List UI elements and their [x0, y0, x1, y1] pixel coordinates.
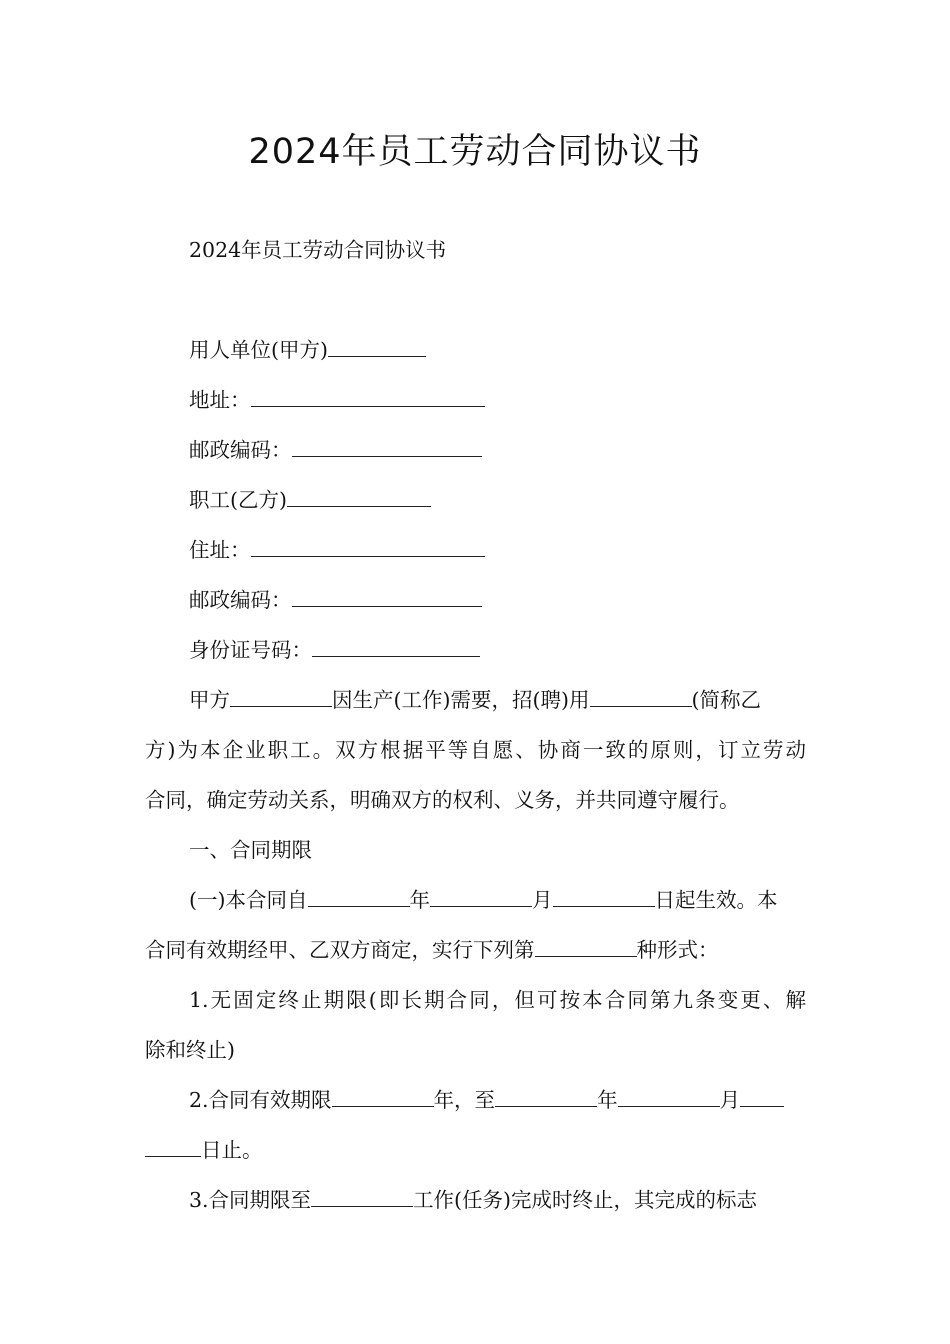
start-month-blank[interactable] — [430, 888, 532, 907]
employee-blank[interactable] — [287, 488, 431, 507]
clause-text: (一)本合同自 — [189, 888, 308, 912]
intro-text: (简称乙 — [691, 688, 761, 712]
end-year-blank[interactable] — [495, 1088, 597, 1107]
employee-name-blank[interactable] — [590, 688, 692, 707]
employer-name-blank[interactable] — [230, 688, 332, 707]
task-name-blank[interactable] — [311, 1188, 413, 1207]
clause-text: 日起生效。本 — [654, 888, 778, 912]
employee-field — [145, 475, 806, 525]
end-day-blank-end[interactable] — [145, 1138, 201, 1157]
employee-label: 职工(乙方) — [189, 488, 287, 512]
clause-text: 2.合同有效期限 — [189, 1088, 332, 1112]
spacer — [145, 275, 806, 325]
term-option-2-line-2 — [145, 1125, 806, 1175]
document-body — [145, 225, 806, 1225]
document-title: 2024年员工劳动合同协议书 — [248, 132, 702, 172]
intro-line-1 — [145, 675, 806, 725]
employee-postcode-field — [145, 575, 806, 625]
employer-blank[interactable] — [328, 338, 426, 357]
term-option-2-line-1 — [145, 1075, 806, 1125]
intro-line-2: 方)为本企业职工。双方根据平等自愿、协商一致的原则，订立劳动 — [145, 738, 806, 762]
intro-text: 甲方 — [189, 688, 230, 712]
id-number-label: 身份证号码： — [189, 638, 312, 662]
employee-postcode-blank[interactable] — [292, 588, 482, 607]
term-clause-line-2 — [145, 925, 806, 975]
employer-field — [145, 325, 806, 375]
clause-text: 年 — [409, 888, 430, 912]
start-day-blank[interactable] — [553, 888, 655, 907]
employer-postcode-field — [145, 425, 806, 475]
clause-text: 月 — [532, 888, 553, 912]
end-month-blank[interactable] — [618, 1088, 720, 1107]
start-year-blank[interactable] — [308, 888, 410, 907]
duration-years-blank[interactable] — [332, 1088, 434, 1107]
form-number-blank[interactable] — [535, 938, 637, 957]
clause-text: 3.合同期限至 — [189, 1188, 312, 1212]
intro-text: 因生产(工作)需要，招(聘)用 — [332, 688, 590, 712]
employee-postcode-label: 邮政编码： — [189, 588, 292, 612]
clause-text: 年，至 — [433, 1088, 496, 1112]
employer-address-blank[interactable] — [251, 388, 485, 407]
employer-address-label: 地址： — [189, 388, 251, 412]
id-number-field — [145, 625, 806, 675]
document-subtitle: 2024年员工劳动合同协议书 — [189, 238, 447, 262]
term-option-1-line-1: 1.无固定终止期限(即长期合同，但可按本合同第九条变更、解 — [189, 988, 806, 1012]
end-day-blank-start[interactable] — [740, 1088, 784, 1107]
clause-text: 月 — [719, 1088, 741, 1112]
employee-address-label: 住址： — [189, 538, 251, 562]
term-option-1-line-2: 除和终止) — [145, 1038, 235, 1062]
section-heading: 一、合同期限 — [189, 838, 312, 862]
clause-text: 工作(任务)完成时终止，其完成的标志 — [413, 1188, 758, 1212]
employer-postcode-label: 邮政编码： — [189, 438, 292, 462]
term-option-3-line-1 — [145, 1175, 806, 1225]
employer-label: 用人单位(甲方) — [189, 338, 328, 362]
employer-postcode-blank[interactable] — [292, 438, 482, 457]
employee-address-field — [145, 525, 806, 575]
clause-text: 日止。 — [201, 1138, 263, 1162]
employee-address-blank[interactable] — [251, 538, 485, 557]
term-clause-line-1 — [145, 875, 806, 925]
id-number-blank[interactable] — [312, 638, 480, 657]
clause-text: 种形式： — [636, 938, 719, 962]
clause-text: 年 — [597, 1088, 618, 1112]
clause-text: 合同有效期经甲、乙双方商定，实行下列第 — [145, 938, 535, 962]
intro-line-3: 合同，确定劳动关系，明确双方的权利、义务，并共同遵守履行。 — [145, 788, 740, 812]
employer-address-field — [145, 375, 806, 425]
